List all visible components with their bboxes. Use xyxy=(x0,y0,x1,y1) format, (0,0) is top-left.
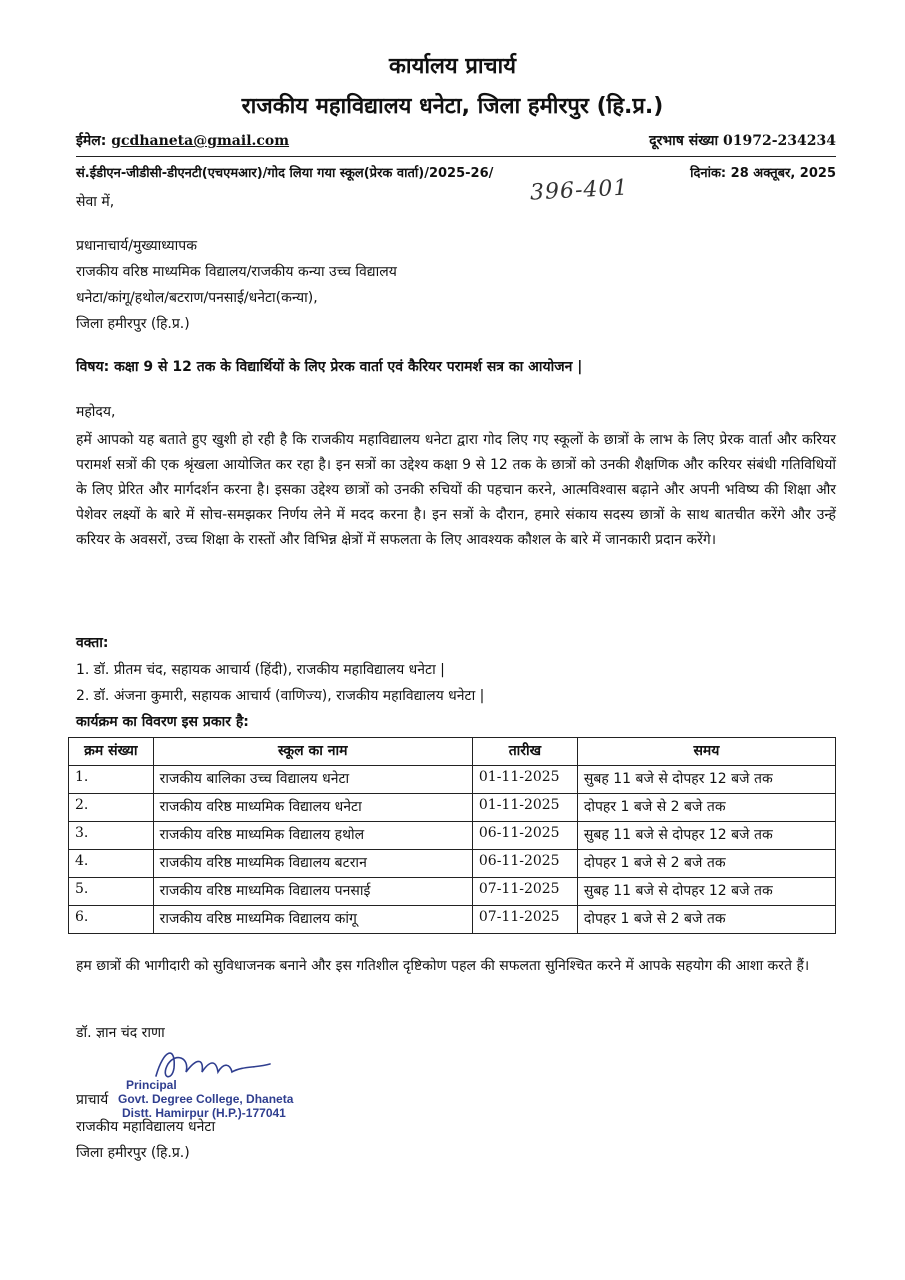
cell-school: राजकीय वरिष्ठ माध्यमिक विद्यालय धनेटा xyxy=(153,794,472,822)
cell-time: दोपहर 1 बजे से 2 बजे तक xyxy=(577,850,835,878)
phone-number: 01972-234234 xyxy=(723,133,836,149)
signatory-name: डॉ. ज्ञान चंद राणा xyxy=(76,1025,165,1041)
cell-time: सुबह 11 बजे से दोपहर 12 बजे तक xyxy=(577,766,835,794)
email-label: ईमेल: xyxy=(76,133,107,149)
cell-date: 01-11-2025 xyxy=(472,766,577,794)
speakers-label: वक्ता: xyxy=(76,635,109,651)
handwritten-dispatch-number: 396-401 xyxy=(529,175,630,206)
schedule-caption: कार्यक्रम का विवरण इस प्रकार है: xyxy=(76,714,249,730)
phone-label: दूरभाष संख्या xyxy=(649,133,719,149)
reference-number: सं.ईडीएन-जीडीसी-डीएनटी(एचएमआर)/गोद लिया गया स्कूल(प्रेरक वार्ता)/2025-26/ xyxy=(76,166,494,181)
signatory-district: जिला हमीरपुर (हि.प्र.) xyxy=(76,1145,190,1161)
subject-line: विषय: कक्षा 9 से 12 तक के विद्यार्थियों के लिए प्रेरक वार्ता एवं कैरियर परामर्श सत्र का आयोजन | xyxy=(76,359,583,375)
addressee-line-3: धनेटा/कांगू/हथोल/बटराण/पनसाई/धनेटा(कन्या), xyxy=(76,290,318,306)
office-title: कार्यालय प्राचार्य xyxy=(388,54,517,79)
cell-serial: 4. xyxy=(69,850,154,878)
stamp-line-2: Govt. Degree College, Dhaneta xyxy=(118,1092,294,1106)
email-link[interactable]: gcdhaneta@gmail.com xyxy=(111,133,290,149)
cell-date: 06-11-2025 xyxy=(472,822,577,850)
table-row xyxy=(69,794,836,822)
cell-school: राजकीय वरिष्ठ माध्यमिक विद्यालय हथोल xyxy=(153,822,472,850)
cell-time: दोपहर 1 बजे से 2 बजे तक xyxy=(577,794,835,822)
cell-serial: 6. xyxy=(69,906,154,934)
table-row xyxy=(69,878,836,906)
principal-stamp xyxy=(118,1078,293,1120)
cell-time: सुबह 11 बजे से दोपहर 12 बजे तक xyxy=(577,878,835,906)
header-school: स्कूल का नाम xyxy=(153,738,472,766)
signatory-college: राजकीय महाविद्यालय धनेटा xyxy=(76,1119,216,1135)
header-time: समय xyxy=(577,738,835,766)
header-date: तारीख xyxy=(472,738,577,766)
header-divider xyxy=(76,156,836,157)
cell-school: राजकीय वरिष्ठ माध्यमिक विद्यालय कांगू xyxy=(153,906,472,934)
table-row xyxy=(69,850,836,878)
addressee-line-4: जिला हमीरपुर (हि.प्र.) xyxy=(76,316,190,332)
stamp-line-1: Principal xyxy=(126,1078,177,1092)
cell-serial: 1. xyxy=(69,766,154,794)
cell-school: राजकीय वरिष्ठ माध्यमिक विद्यालय बटरान xyxy=(153,850,472,878)
date-value: 28 अक्तूबर, 2025 xyxy=(730,166,836,181)
phone-block xyxy=(649,131,836,150)
table-row xyxy=(69,766,836,794)
cell-time: सुबह 11 बजे से दोपहर 12 बजे तक xyxy=(577,822,835,850)
cell-date: 01-11-2025 xyxy=(472,794,577,822)
reference-line xyxy=(76,163,836,181)
speaker-item-2: 2. डॉ. अंजना कुमारी, सहायक आचार्य (वाणिज्य), राजकीय महाविद्यालय धनेटा | xyxy=(76,688,485,704)
cell-date: 06-11-2025 xyxy=(472,850,577,878)
table-row xyxy=(69,906,836,934)
cell-serial: 5. xyxy=(69,878,154,906)
table-header-row xyxy=(69,738,836,766)
addressee-line-2: राजकीय वरिष्ठ माध्यमिक विद्यालय/राजकीय कन्या उच्च विद्यालय xyxy=(76,264,397,280)
cell-school: राजकीय वरिष्ठ माध्यमिक विद्यालय पनसाई xyxy=(153,878,472,906)
cell-serial: 2. xyxy=(69,794,154,822)
cell-date: 07-11-2025 xyxy=(472,878,577,906)
cell-date: 07-11-2025 xyxy=(472,906,577,934)
header-serial: क्रम संख्या xyxy=(69,738,154,766)
stamp-line-3: Distt. Hamirpur (H.P.)-177041 xyxy=(122,1106,286,1120)
date-block xyxy=(690,163,836,181)
seva-me: सेवा में, xyxy=(76,194,115,210)
table-row xyxy=(69,822,836,850)
cell-school: राजकीय बालिका उच्च विद्यालय धनेटा xyxy=(153,766,472,794)
closing-paragraph: हम छात्रों की भागीदारी को सुविधाजनक बनाने और इस गतिशील दृष्टिकोण पहल की सफलता सुनिश्चित करने में आपके सहयोग की आशा करते हैं। xyxy=(76,958,810,974)
date-label: दिनांक: xyxy=(690,166,727,181)
contact-line xyxy=(76,131,836,150)
addressee-line-1: प्रधानाचार्य/मुख्याध्यापक xyxy=(76,238,197,254)
schedule-table xyxy=(68,737,836,934)
cell-serial: 3. xyxy=(69,822,154,850)
body-paragraph: हमें आपको यह बताते हुए खुशी हो रही है कि राजकीय महाविद्यालय धनेटा द्वारा गोद लिए गए स्कूलों के छात्रों के लाभ के लिए प्रेरक वार्ता और करियर परामर्श सत्रों की एक श्रृंखला आयोजित कर रहा है। इन सत्रों का उद्देश्य कक्षा 9 से 12 तक के छात्रों को उनकी शैक्षणिक और करियर संबंधी गतिविधियों के लिए प्रेरित और मार्गदर्शन करना है। इसका उद्देश्य छात्रों को उनकी रुचियों की पहचान करने, आत्मविश्वास बढ़ाने और अपनी भविष्य की शिक्षा और पेशेवर लक्ष्यों के बारे में सोच-समझकर निर्णय लेने में मदद करना है। इन सत्रों के दौरान, हमारे संकाय सदस्य छात्रों के साथ बातचीत करेंगे और उन्हें करियर के अवसरों, उच्च शिक्षा के रास्तों और विभिन्न क्षेत्रों में सफलता के लिए आवश्यक कौशल के बारे में जानकारी प्रदान करेंगे। xyxy=(76,432,836,548)
speaker-item-1: 1. डॉ. प्रीतम चंद, सहायक आचार्य (हिंदी), राजकीय महाविद्यालय धनेटा | xyxy=(76,662,445,678)
email-block xyxy=(76,131,289,150)
salutation: महोदय, xyxy=(76,404,116,420)
college-title: राजकीय महाविद्यालय धनेटा, जिला हमीरपुर (हि.प्र.) xyxy=(241,94,664,119)
signatory-title: प्राचार्य xyxy=(76,1092,109,1108)
cell-time: दोपहर 1 बजे से 2 बजे तक xyxy=(577,906,835,934)
